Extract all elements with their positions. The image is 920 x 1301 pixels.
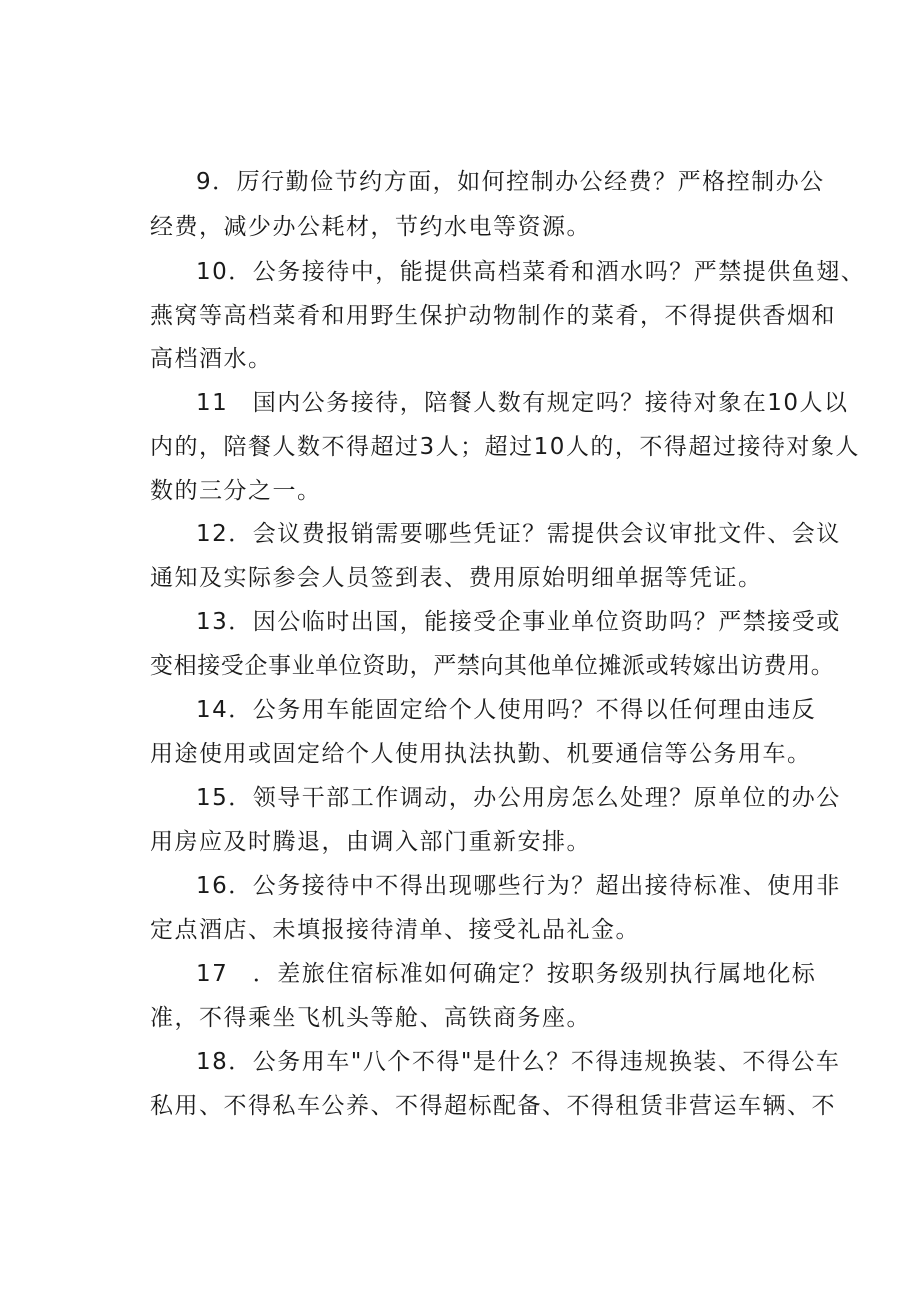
q13-line-2: 变相接受企事业单位资助，严禁向其他单位摊派或转嫁出访费用。 <box>150 653 835 679</box>
q17-line-2: 准，不得乘坐飞机头等舱、高铁商务座。 <box>150 1005 591 1031</box>
q12-line-2: 通知及实际参会人员签到表、费用原始明细单据等凭证。 <box>150 565 763 591</box>
q9-line-2: 经费，减少办公耗材，节约水电等资源。 <box>150 214 591 240</box>
q11-line-2: 内的，陪餐人数不得超过3人；超过10人的，不得超过接待对象人 <box>150 434 860 460</box>
q10-line-1: 10．公务接待中，能提供高档菜肴和酒水吗？严禁提供鱼翅、 <box>196 259 866 285</box>
q16-line-1: 16．公务接待中不得出现哪些行为？超出接待标准、使用非 <box>196 873 841 899</box>
q16-line-2: 定点酒店、未填报接待清单、接受礼品礼金。 <box>150 917 640 943</box>
q10-line-3: 高档酒水。 <box>150 346 273 372</box>
q18-line-2: 私用、不得私车公养、不得超标配备、不得租赁非营运车辆、不 <box>150 1093 836 1119</box>
q11-line-1: 11 国内公务接待，陪餐人数有规定吗？接待对象在10人以 <box>196 390 849 416</box>
q18-line-1: 18．公务用车"八个不得"是什么？不得违规换装、不得公车 <box>196 1049 841 1075</box>
q14-line-2: 用途使用或固定给个人使用执法执勤、机要通信等公务用车。 <box>150 741 812 767</box>
q9-line-1: 9．厉行勤俭节约方面，如何控制办公经费？严格控制办公 <box>196 169 825 195</box>
q12-line-1: 12．会议费报销需要哪些凭证？需提供会议审批文件、会议 <box>196 521 841 547</box>
q15-line-1: 15．领导干部工作调动，办公用房怎么处理？原单位的办公 <box>196 785 841 811</box>
q14-line-1: 14．公务用车能固定给个人使用吗？不得以任何理由违反 <box>196 697 817 723</box>
q15-line-2: 用房应及时腾退，由调入部门重新安排。 <box>150 829 591 855</box>
q13-line-1: 13．因公临时出国，能接受企事业单位资助吗？严禁接受或 <box>196 609 841 635</box>
q10-line-2: 燕窝等高档菜肴和用野生保护动物制作的菜肴，不得提供香烟和 <box>150 303 836 329</box>
q17-line-1: 17 ．差旅住宿标准如何确定？按职务级别执行属地化标 <box>196 961 817 987</box>
q11-line-3: 数的三分之一。 <box>150 478 322 504</box>
